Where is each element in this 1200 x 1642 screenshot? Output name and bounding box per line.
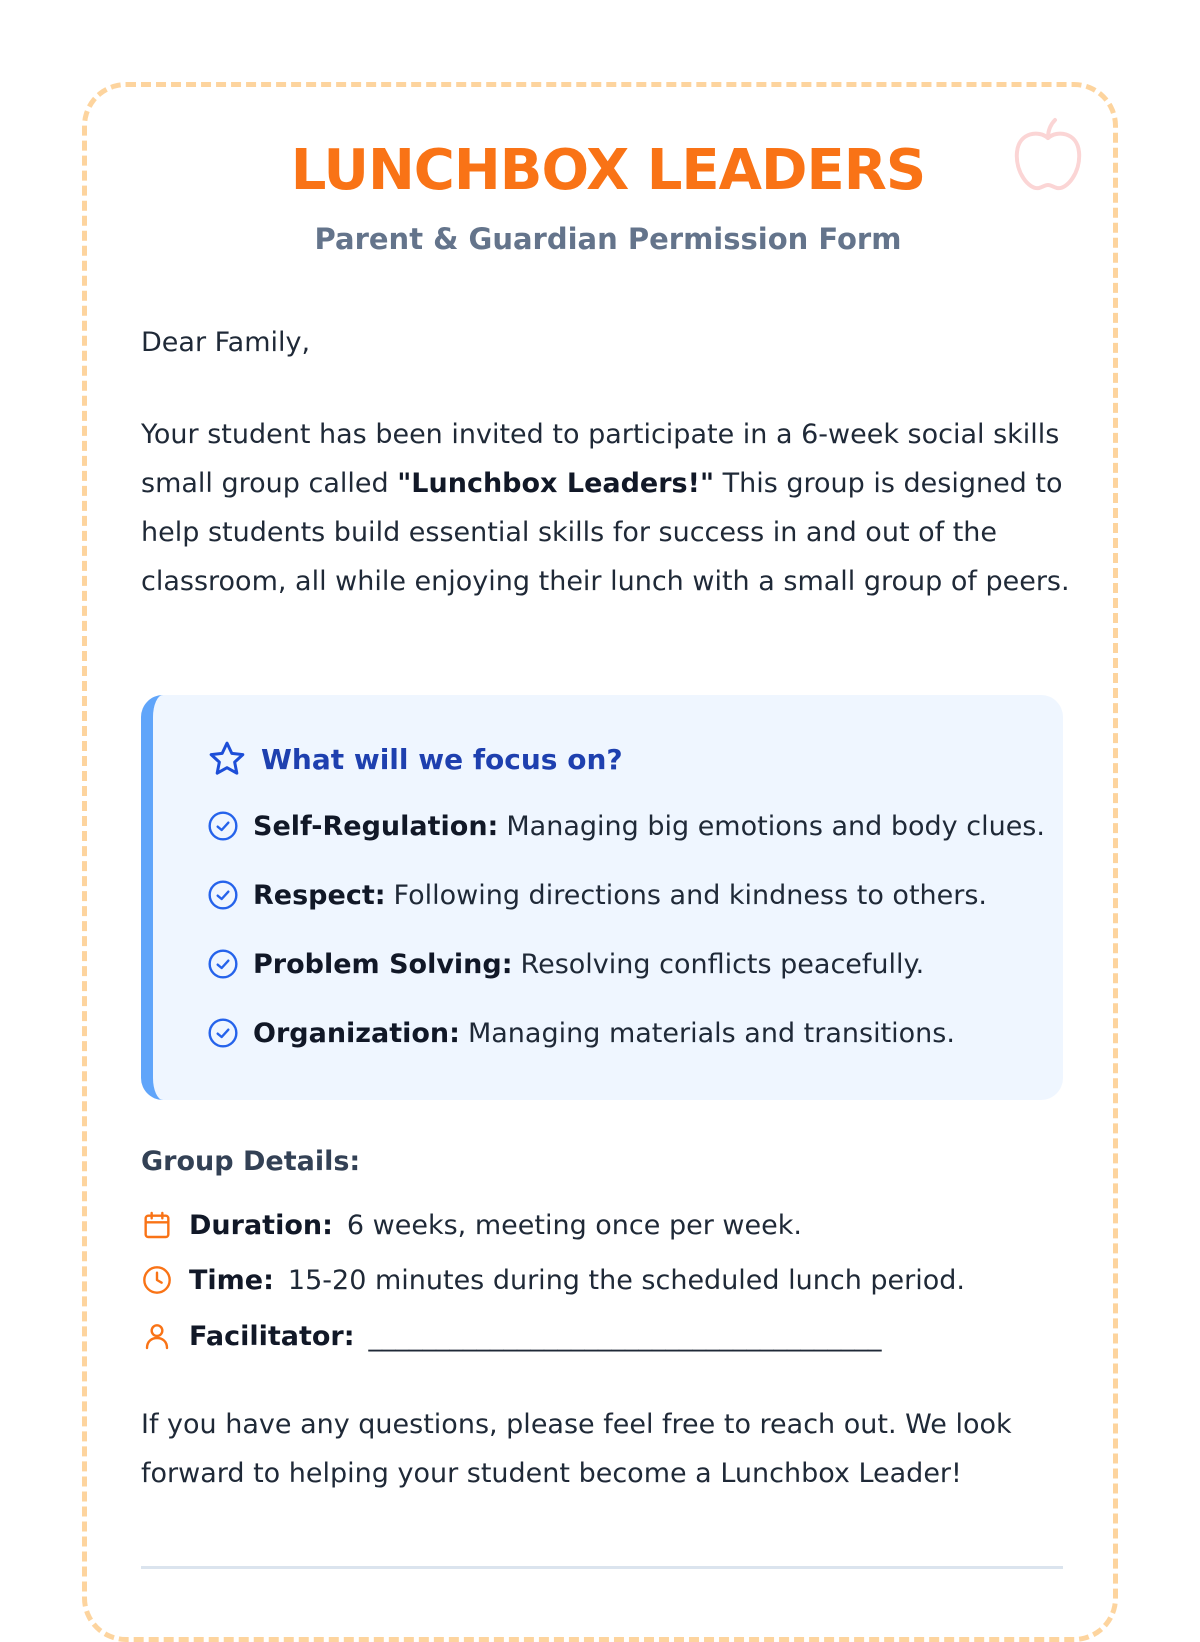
check-circle-icon xyxy=(207,1017,239,1049)
focus-heading xyxy=(207,739,623,779)
focus-item xyxy=(207,879,987,911)
detail-label: Time: xyxy=(189,1264,274,1296)
check-circle-icon xyxy=(207,948,239,980)
focus-title: What will we focus on? xyxy=(261,742,623,776)
group-details-heading: Group Details: xyxy=(141,1146,361,1177)
focus-item xyxy=(207,810,1045,842)
detail-label: Facilitator: xyxy=(189,1320,355,1352)
focus-callout xyxy=(141,695,1063,1100)
focus-item-text: Resolving conflicts peacefully. xyxy=(520,948,925,980)
intro-group-name: "Lunchbox Leaders!" xyxy=(397,468,715,499)
focus-item xyxy=(207,948,924,980)
greeting: Dear Family, xyxy=(141,327,311,358)
page-subtitle: Parent & Guardian Permission Form xyxy=(314,222,902,256)
clock-icon xyxy=(141,1264,173,1296)
intro-text-start: Your student has been invited to participate in a 6-week social skills small group called xyxy=(141,419,1060,499)
facilitator-blank: ______________________________________ xyxy=(368,1320,882,1352)
check-circle-icon xyxy=(207,879,239,911)
detail-time xyxy=(141,1264,965,1296)
detail-text: 6 weeks, meeting once per week. xyxy=(346,1209,802,1241)
intro-text-end: This group is designed to help students build essential skills for success in and out of the classroom, all while enjoying their lunch with a small group of peers. xyxy=(141,468,1070,597)
detail-duration xyxy=(141,1209,802,1241)
user-icon xyxy=(141,1320,173,1352)
check-circle-icon xyxy=(207,810,239,842)
calendar-icon xyxy=(141,1209,173,1241)
focus-item xyxy=(207,1017,955,1049)
focus-item-text: Managing materials and transitions. xyxy=(467,1017,955,1049)
intro-paragraph xyxy=(141,410,1081,606)
focus-item-label: Self-Regulation: xyxy=(253,810,499,842)
closing-paragraph: If you have any questions, please feel free to reach out. We look forward to helping your student become a Lunchbox Leader! xyxy=(141,1409,1012,1489)
detail-label: Duration: xyxy=(189,1209,333,1241)
focus-item-label: Organization: xyxy=(253,1017,460,1049)
page-title: LUNCHBOX LEADERS xyxy=(290,138,926,203)
detail-text: 15-20 minutes during the scheduled lunch period. xyxy=(287,1264,965,1296)
focus-item-label: Problem Solving: xyxy=(253,948,513,980)
focus-item-label: Respect: xyxy=(253,879,386,911)
star-icon xyxy=(207,739,247,779)
focus-item-text: Following directions and kindness to others. xyxy=(393,879,988,911)
divider xyxy=(141,1566,1063,1569)
focus-item-text: Managing big emotions and body clues. xyxy=(506,810,1045,842)
detail-facilitator xyxy=(141,1320,882,1352)
